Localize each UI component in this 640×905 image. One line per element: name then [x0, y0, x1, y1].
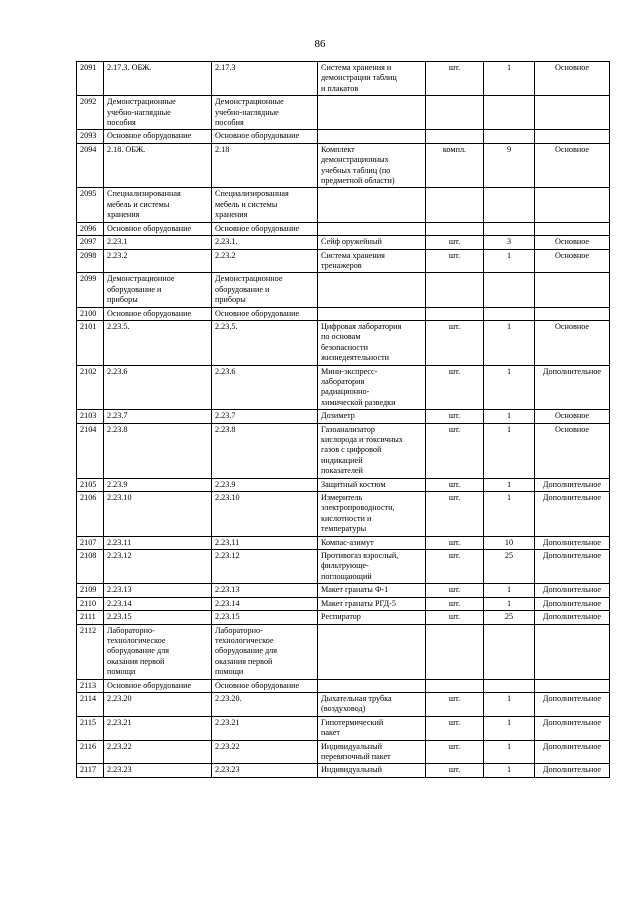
- section-code-cell: 2.23.6: [104, 365, 212, 410]
- section-code-cell: 2.23.5.: [104, 320, 212, 365]
- item-name-cell: [318, 96, 426, 130]
- row-number-cell: 2107: [77, 536, 104, 549]
- table-body: [77, 62, 610, 778]
- equipment-type-cell: [535, 188, 610, 222]
- item-code-cell: Специализированная мебель и системы хранения: [212, 188, 318, 222]
- item-name-cell: [318, 307, 426, 320]
- item-name-cell: [318, 624, 426, 679]
- table-row: [77, 584, 610, 597]
- quantity-cell: 1: [484, 597, 535, 610]
- row-number-cell: 2099: [77, 273, 104, 307]
- row-number-cell: 2092: [77, 96, 104, 130]
- table-row: [77, 96, 610, 130]
- unit-cell: шт.: [426, 492, 484, 537]
- unit-cell: [426, 307, 484, 320]
- row-number-cell: 2095: [77, 188, 104, 222]
- section-code-cell: 2.18. ОБЖ.: [104, 143, 212, 188]
- item-code-cell: 2.17.3: [212, 62, 318, 96]
- section-code-cell: 2.23.9: [104, 478, 212, 491]
- equipment-type-cell: Основное: [535, 249, 610, 273]
- equipment-type-cell: [535, 222, 610, 235]
- quantity-cell: 1: [484, 492, 535, 537]
- equipment-type-cell: Дополнительное: [535, 536, 610, 549]
- item-code-cell: Демонстрационные учебно-наглядные пособия: [212, 96, 318, 130]
- unit-cell: шт.: [426, 740, 484, 764]
- equipment-type-cell: [535, 624, 610, 679]
- section-code-cell: 2.17.3. ОБЖ.: [104, 62, 212, 96]
- section-code-cell: Основное оборудование: [104, 130, 212, 143]
- item-name-cell: Респиратор: [318, 611, 426, 624]
- table-row: [77, 222, 610, 235]
- item-code-cell: Лабораторно- технологическое оборудование для оказания первой помощи: [212, 624, 318, 679]
- section-code-cell: 2.23.20: [104, 692, 212, 716]
- table-row: [77, 130, 610, 143]
- equipment-type-cell: [535, 130, 610, 143]
- item-code-cell: 2.23.11: [212, 536, 318, 549]
- unit-cell: шт.: [426, 423, 484, 478]
- equipment-type-cell: Дополнительное: [535, 740, 610, 764]
- quantity-cell: 1: [484, 584, 535, 597]
- table-row: [77, 716, 610, 740]
- item-name-cell: Измеритель электропроводности, кислотности и температуры: [318, 492, 426, 537]
- quantity-cell: 1: [484, 249, 535, 273]
- equipment-type-cell: Дополнительное: [535, 550, 610, 584]
- unit-cell: шт.: [426, 478, 484, 491]
- quantity-cell: 1: [484, 692, 535, 716]
- row-number-cell: 2110: [77, 597, 104, 610]
- unit-cell: шт.: [426, 236, 484, 249]
- equipment-type-cell: Основное: [535, 320, 610, 365]
- quantity-cell: 1: [484, 320, 535, 365]
- row-number-cell: 2096: [77, 222, 104, 235]
- item-name-cell: Индивидуальный: [318, 764, 426, 777]
- section-code-cell: 2.23.8: [104, 423, 212, 478]
- item-name-cell: Сейф оружейный: [318, 236, 426, 249]
- quantity-cell: 25: [484, 550, 535, 584]
- equipment-type-cell: Основное: [535, 410, 610, 423]
- item-code-cell: 2.23.12: [212, 550, 318, 584]
- equipment-type-cell: Основное: [535, 236, 610, 249]
- quantity-cell: [484, 130, 535, 143]
- table-row: [77, 307, 610, 320]
- row-number-cell: 2112: [77, 624, 104, 679]
- section-code-cell: 2.23.22: [104, 740, 212, 764]
- unit-cell: [426, 130, 484, 143]
- equipment-type-cell: Дополнительное: [535, 716, 610, 740]
- row-number-cell: 2100: [77, 307, 104, 320]
- equipment-type-cell: [535, 273, 610, 307]
- item-name-cell: Гипотермический пакет: [318, 716, 426, 740]
- item-code-cell: 2.23.15: [212, 611, 318, 624]
- item-code-cell: 2.23.22: [212, 740, 318, 764]
- table-row: [77, 764, 610, 777]
- row-number-cell: 2113: [77, 679, 104, 692]
- item-name-cell: Индивидуальный перевязочный пакет: [318, 740, 426, 764]
- quantity-cell: 1: [484, 62, 535, 96]
- unit-cell: шт.: [426, 611, 484, 624]
- item-name-cell: Макет гранаты Ф-1: [318, 584, 426, 597]
- row-number-cell: 2104: [77, 423, 104, 478]
- table-row: [77, 478, 610, 491]
- quantity-cell: [484, 624, 535, 679]
- unit-cell: [426, 273, 484, 307]
- table-row: [77, 692, 610, 716]
- section-code-cell: Специализированная мебель и системы хранения: [104, 188, 212, 222]
- unit-cell: шт.: [426, 716, 484, 740]
- table-row: [77, 188, 610, 222]
- row-number-cell: 2103: [77, 410, 104, 423]
- quantity-cell: [484, 679, 535, 692]
- quantity-cell: [484, 307, 535, 320]
- unit-cell: [426, 96, 484, 130]
- item-code-cell: Основное оборудование: [212, 307, 318, 320]
- unit-cell: шт.: [426, 410, 484, 423]
- equipment-type-cell: Дополнительное: [535, 584, 610, 597]
- item-code-cell: 2.18: [212, 143, 318, 188]
- item-name-cell: Комплект демонстрационных учебных таблиц (по предметной области): [318, 143, 426, 188]
- table-row: [77, 611, 610, 624]
- row-number-cell: 2114: [77, 692, 104, 716]
- quantity-cell: [484, 222, 535, 235]
- table-row: [77, 236, 610, 249]
- equipment-type-cell: Основное: [535, 423, 610, 478]
- section-code-cell: 2.23.12: [104, 550, 212, 584]
- item-name-cell: [318, 273, 426, 307]
- unit-cell: шт.: [426, 365, 484, 410]
- item-code-cell: 2.23.20.: [212, 692, 318, 716]
- table-row: [77, 423, 610, 478]
- item-code-cell: 2.23.21: [212, 716, 318, 740]
- equipment-type-cell: [535, 96, 610, 130]
- item-code-cell: 2.23.2: [212, 249, 318, 273]
- quantity-cell: 1: [484, 740, 535, 764]
- item-name-cell: Мини-экспресс- лаборатория радиационно- химической разведки: [318, 365, 426, 410]
- item-code-cell: Демонстрационное оборудование и приборы: [212, 273, 318, 307]
- equipment-type-cell: Дополнительное: [535, 764, 610, 777]
- item-code-cell: 2.23.13: [212, 584, 318, 597]
- quantity-cell: 1: [484, 716, 535, 740]
- page-number: 86: [314, 38, 326, 50]
- unit-cell: шт.: [426, 550, 484, 584]
- row-number-cell: 2117: [77, 764, 104, 777]
- row-number-cell: 2106: [77, 492, 104, 537]
- item-name-cell: Газоанализатор кислорода и токсичных газов с цифровой индикацией показателей: [318, 423, 426, 478]
- table-row: [77, 597, 610, 610]
- equipment-table: [76, 61, 610, 778]
- quantity-cell: 1: [484, 423, 535, 478]
- equipment-type-cell: Дополнительное: [535, 692, 610, 716]
- equipment-type-cell: [535, 679, 610, 692]
- quantity-cell: 3: [484, 236, 535, 249]
- item-code-cell: 2.23.5.: [212, 320, 318, 365]
- unit-cell: шт.: [426, 536, 484, 549]
- row-number-cell: 2097: [77, 236, 104, 249]
- unit-cell: [426, 679, 484, 692]
- item-name-cell: Защитный костюм: [318, 478, 426, 491]
- row-number-cell: 2116: [77, 740, 104, 764]
- row-number-cell: 2094: [77, 143, 104, 188]
- equipment-type-cell: Основное: [535, 143, 610, 188]
- quantity-cell: 25: [484, 611, 535, 624]
- section-code-cell: 2.23.13: [104, 584, 212, 597]
- table-row: [77, 624, 610, 679]
- quantity-cell: [484, 188, 535, 222]
- quantity-cell: [484, 96, 535, 130]
- item-name-cell: Система хранения и демонстрации таблиц и плакатов: [318, 62, 426, 96]
- item-name-cell: [318, 222, 426, 235]
- section-code-cell: Основное оборудование: [104, 307, 212, 320]
- section-code-cell: 2.23.7: [104, 410, 212, 423]
- row-number-cell: 2098: [77, 249, 104, 273]
- unit-cell: шт.: [426, 584, 484, 597]
- section-code-cell: 2.23.10: [104, 492, 212, 537]
- quantity-cell: 10: [484, 536, 535, 549]
- row-number-cell: 2091: [77, 62, 104, 96]
- item-code-cell: 2.23.14: [212, 597, 318, 610]
- row-number-cell: 2109: [77, 584, 104, 597]
- table-row: [77, 143, 610, 188]
- item-code-cell: 2.23.1.: [212, 236, 318, 249]
- table-row: [77, 550, 610, 584]
- item-name-cell: Макет гранаты РГД-5: [318, 597, 426, 610]
- equipment-type-cell: Дополнительное: [535, 611, 610, 624]
- unit-cell: шт.: [426, 764, 484, 777]
- table-row: [77, 320, 610, 365]
- item-code-cell: Основное оборудование: [212, 130, 318, 143]
- table-row: [77, 249, 610, 273]
- row-number-cell: 2108: [77, 550, 104, 584]
- section-code-cell: 2.23.11: [104, 536, 212, 549]
- section-code-cell: 2.23.14: [104, 597, 212, 610]
- item-code-cell: 2.23.9: [212, 478, 318, 491]
- row-number-cell: 2111: [77, 611, 104, 624]
- row-number-cell: 2115: [77, 716, 104, 740]
- table-row: [77, 365, 610, 410]
- unit-cell: шт.: [426, 320, 484, 365]
- quantity-cell: 1: [484, 365, 535, 410]
- item-name-cell: Цифровая лаборатория по основам безопасности жизнедеятельности: [318, 320, 426, 365]
- unit-cell: шт.: [426, 62, 484, 96]
- section-code-cell: 2.23.1: [104, 236, 212, 249]
- item-code-cell: Основное оборудование: [212, 679, 318, 692]
- item-name-cell: Система хранения тренажеров: [318, 249, 426, 273]
- unit-cell: [426, 624, 484, 679]
- item-name-cell: Противогаз взрослый, фильтрующе- поглощающий: [318, 550, 426, 584]
- item-code-cell: 2.23.10: [212, 492, 318, 537]
- quantity-cell: 1: [484, 478, 535, 491]
- item-name-cell: [318, 130, 426, 143]
- section-code-cell: Демонстрационные учебно-наглядные пособия: [104, 96, 212, 130]
- item-code-cell: 2.23.8: [212, 423, 318, 478]
- section-code-cell: 2.23.15: [104, 611, 212, 624]
- table-row: [77, 679, 610, 692]
- equipment-type-cell: Дополнительное: [535, 597, 610, 610]
- section-code-cell: Демонстрационное оборудование и приборы: [104, 273, 212, 307]
- equipment-type-cell: Дополнительное: [535, 492, 610, 537]
- unit-cell: шт.: [426, 692, 484, 716]
- quantity-cell: 1: [484, 764, 535, 777]
- row-number-cell: 2102: [77, 365, 104, 410]
- table-row: [77, 536, 610, 549]
- item-code-cell: 2.23.23: [212, 764, 318, 777]
- equipment-type-cell: [535, 307, 610, 320]
- item-name-cell: Компас-азимут: [318, 536, 426, 549]
- section-code-cell: Лабораторно- технологическое оборудование для оказания первой помощи: [104, 624, 212, 679]
- section-code-cell: 2.23.2: [104, 249, 212, 273]
- table-row: [77, 740, 610, 764]
- quantity-cell: 9: [484, 143, 535, 188]
- quantity-cell: 1: [484, 410, 535, 423]
- equipment-type-cell: Дополнительное: [535, 478, 610, 491]
- table-row: [77, 273, 610, 307]
- item-code-cell: 2.23.6: [212, 365, 318, 410]
- unit-cell: компл.: [426, 143, 484, 188]
- section-code-cell: Основное оборудование: [104, 222, 212, 235]
- table-row: [77, 410, 610, 423]
- unit-cell: [426, 222, 484, 235]
- unit-cell: [426, 188, 484, 222]
- table-row: [77, 62, 610, 96]
- section-code-cell: Основное оборудование: [104, 679, 212, 692]
- row-number-cell: 2093: [77, 130, 104, 143]
- equipment-type-cell: Дополнительное: [535, 365, 610, 410]
- item-name-cell: [318, 188, 426, 222]
- item-code-cell: Основное оборудование: [212, 222, 318, 235]
- item-name-cell: Дозиметр: [318, 410, 426, 423]
- row-number-cell: 2101: [77, 320, 104, 365]
- item-code-cell: 2.23.7: [212, 410, 318, 423]
- row-number-cell: 2105: [77, 478, 104, 491]
- section-code-cell: 2.23.21: [104, 716, 212, 740]
- section-code-cell: 2.23.23: [104, 764, 212, 777]
- unit-cell: шт.: [426, 249, 484, 273]
- quantity-cell: [484, 273, 535, 307]
- item-name-cell: [318, 679, 426, 692]
- table-row: [77, 492, 610, 537]
- item-name-cell: Дыхательная трубка (воздуховод): [318, 692, 426, 716]
- unit-cell: шт.: [426, 597, 484, 610]
- equipment-type-cell: Основное: [535, 62, 610, 96]
